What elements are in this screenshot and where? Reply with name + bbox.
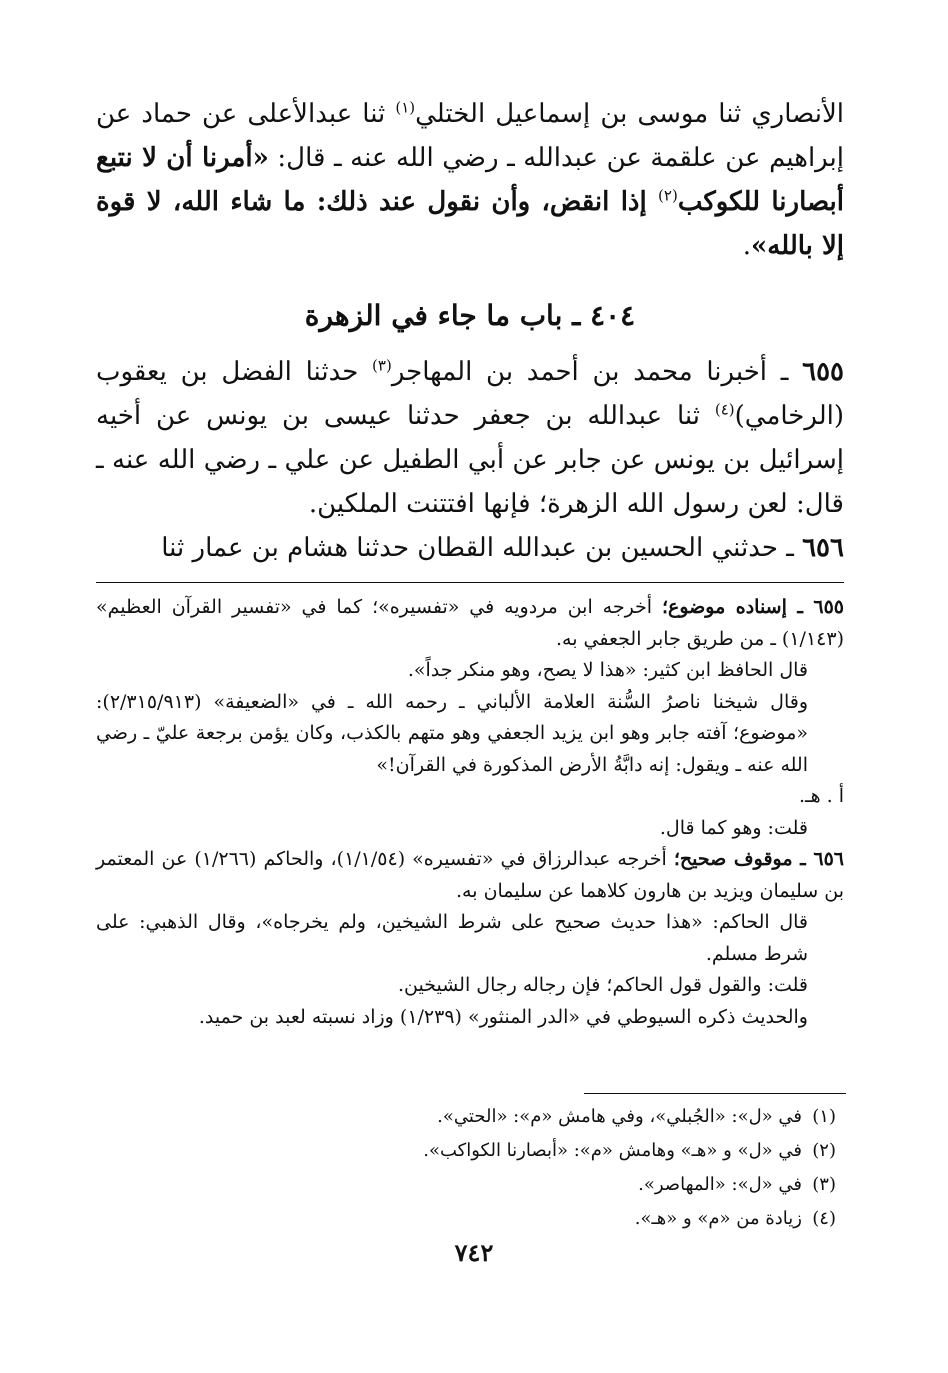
hadith-656: [96, 526, 844, 570]
footnote-number: (٤): [812, 1208, 836, 1229]
hadith-656-text: ـ حدثني الحسين بن عبدالله القطان حدثنا هشام بن عمار ثنا: [161, 533, 803, 563]
footnote-2: [96, 1134, 844, 1168]
footnote-text: في «ل»: «المهاصر».: [638, 1174, 802, 1195]
note-655-ibn-kathir: قال الحافظ ابن كثير: «هذا لا يصح، وهو منكر جداً».: [407, 659, 808, 681]
footnotes: [96, 1100, 844, 1236]
footnote-4: [96, 1202, 844, 1236]
footnote-3: [96, 1168, 844, 1202]
note-655-intro: [96, 592, 844, 655]
footnote-1: [96, 1100, 844, 1134]
footnote-ref-2: (٢): [658, 186, 678, 205]
hadith-655-text-b: حدثنا الفضل بن يعقوب (الرخامي): [96, 357, 844, 431]
note-655-comment: قلت: وهو كما قال.: [659, 816, 808, 839]
footnote-text: زيادة من «م» و «هـ».: [634, 1208, 802, 1229]
chapter-heading: ٤٠٤ ـ باب ما جاء في الزهرة: [304, 299, 636, 332]
hadith-number-656: ٦٥٦: [802, 533, 844, 563]
main-text: [96, 92, 844, 570]
footnote-number: (٣): [812, 1174, 836, 1195]
note-655-label: ٦٥٥ ـ إسناده موضوع؛: [661, 596, 844, 618]
hadith-655-text-a: ـ أخبرنا محمد بن أحمد بن المهاجر: [391, 357, 803, 387]
page-body: [96, 92, 844, 570]
footnote-ref-4: (٤): [714, 400, 735, 419]
intro-paragraph: [96, 92, 844, 268]
footnote-ref-3: (٣): [372, 356, 392, 375]
intro-text-a: الأنصاري ثنا موسى بن إسماعيل الختلي: [415, 99, 844, 129]
intro-quote-b: إذا انقض، وأن نقول عند ذلك: ما شاء الله، لا قوة إلا بالله»: [96, 187, 844, 261]
note-656-text: أخرجه عبدالرزاق في «تفسيره» (١/١/٥٤)، والحاكم (١/٢٦٦) عن المعتمر بن سليمان ويزيد بن هارون كلاهما عن سليمان به.: [96, 848, 844, 902]
footnote-number: (١): [812, 1106, 836, 1127]
note-655-end: أ . هـ.: [798, 785, 844, 807]
commentary-notes: [96, 592, 844, 1033]
hadith-number-655: ٦٥٥: [802, 357, 845, 387]
note-655-text: أخرجه ابن مردويه في «تفسيره»؛ كما في «تفسير القرآن العظيم» (١/١٤٣) ـ من طريق جابر الجعفي به.: [96, 596, 844, 650]
footnote-ref-1: (١): [395, 98, 416, 117]
hadith-655-text-c: ثنا عبدالله بن جعفر حدثنا عيسى بن يونس عن أخيه إسرائيل بن يونس عن جابر عن أبي الطفيل عن علي ـ رضي الله عنه ـ قال: لعن رسول الله الزهرة؛ فإنها افتتنت الملكين.: [96, 401, 844, 519]
note-656-label: ٦٥٦ ـ موقوف صحيح؛: [673, 848, 844, 870]
note-656-suyuti: والحديث ذكره السيوطي في «الدر المنثور» (١/٢٣٩) وزاد نسبته لعبد بن حميد.: [198, 1005, 808, 1028]
intro-quote-a: «أمرنا أن لا نتبع أبصارنا للكوكب: [96, 143, 845, 217]
intro-end: .: [742, 231, 752, 261]
note-656-intro: [96, 844, 844, 907]
footnote-text: في «ل»: «الجُبلي»، وفي هامش «م»: «الحتي».: [437, 1106, 802, 1127]
footnotes-divider: [584, 1093, 846, 1094]
footnote-number: (٢): [812, 1140, 836, 1161]
page-number: ٧٤٢: [454, 1238, 494, 1267]
notes-divider: [96, 582, 844, 583]
intro-text-b: ثنا عبدالأعلى عن حماد عن إبراهيم عن علقمة عن عبدالله ـ رضي الله عنه ـ قال:: [96, 99, 844, 173]
hadith-655: [96, 350, 844, 526]
footnote-text: في «ل» و «هـ» وهامش «م»: «أبصارنا الكواكب».: [423, 1140, 802, 1161]
note-655-albani: وقال شيخنا ناصرُ السُّنة العلامة الألباني ـ رحمه الله ـ في «الضعيفة» (٢/٣١٥/٩١٣): «موضوع؛ آفته جابر وهو ابن يزيد الجعفي وهو متهم بالكذب، وكان يؤمن برجعة عليّ ـ رضي الله عنه ـ ويقول: إنه دابَّةُ الأرض المذكورة في القرآن!»: [96, 690, 808, 776]
note-656-comment: قلت: والقول قول الحاكم؛ فإن رجاله رجال الشيخين.: [397, 974, 808, 996]
note-656-hakim: قال الحاكم: «هذا حديث صحيح على شرط الشيخين، ولم يخرجاه»، وقال الذهبي: على شرط مسلم.: [96, 911, 808, 965]
